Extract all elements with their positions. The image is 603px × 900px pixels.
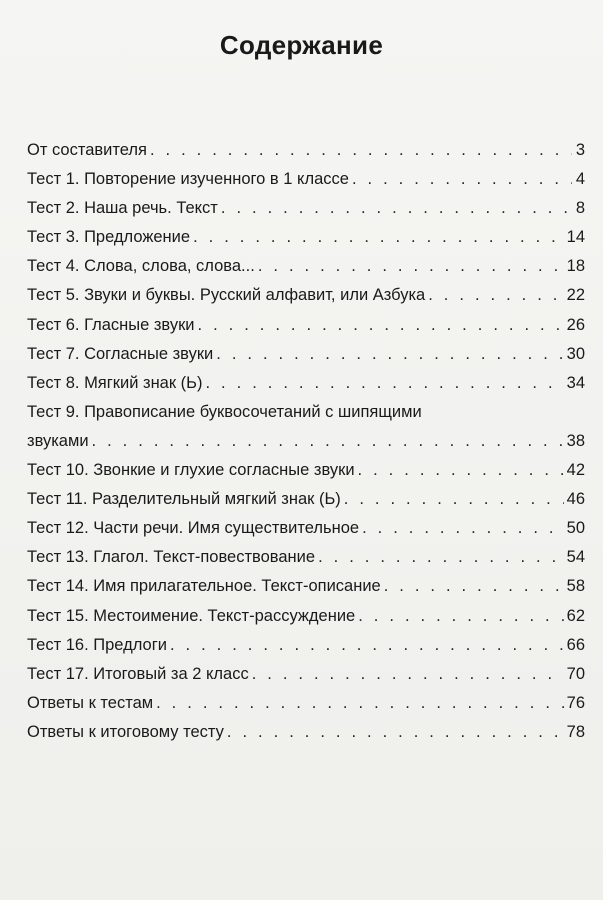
dot-leader [258, 252, 564, 281]
toc-entry-title: Тест 4. Слова, слова, слова... [27, 257, 255, 276]
toc-entry-page: 8 [575, 199, 585, 218]
toc-entry-title: Тест 1. Повторение изученного в 1 классе [27, 170, 349, 189]
toc-entry [27, 456, 585, 485]
toc-entry [27, 689, 585, 718]
toc-entry [27, 718, 585, 747]
dot-leader [344, 485, 564, 514]
toc-entry-page: 70 [566, 664, 585, 683]
toc-entry-title: Тест 5. Звуки и буквы. Русский алфавит, или Азбука [27, 286, 426, 305]
toc-entry [27, 543, 585, 572]
dot-leader [362, 514, 564, 543]
toc-entry-title: Тест 7. Согласные звуки [27, 344, 214, 363]
toc-entry-title: Тест 15. Местоимение. Текст-рассуждение [27, 606, 356, 625]
toc-entry-title: Тест 13. Глагол. Текст-повествование [27, 548, 316, 567]
toc-entry [27, 369, 585, 398]
toc-entry-page: 38 [566, 431, 585, 450]
toc-entry-title-line2: звуками [27, 431, 89, 450]
dot-leader [358, 456, 564, 485]
toc-entry-page: 62 [566, 606, 585, 625]
toc-entry-title: Тест 2. Наша речь. Текст [27, 199, 218, 218]
dot-leader [428, 281, 563, 310]
dot-leader [384, 572, 564, 601]
toc-entry-page: 4 [575, 170, 585, 189]
dot-leader [221, 194, 572, 223]
toc-entry-page: 50 [566, 519, 585, 538]
dot-leader [252, 660, 564, 689]
toc-entry-page: 58 [566, 577, 585, 596]
toc-entry-page: 22 [566, 286, 585, 305]
toc-entry-title: Тест 14. Имя прилагательное. Текст-описание [27, 577, 381, 596]
dot-leader [352, 165, 572, 194]
toc-entry-page: 3 [575, 141, 585, 159]
toc-entry [27, 252, 585, 281]
toc-entry-page: 14 [566, 228, 585, 247]
toc-entry-title: Тест 10. Звонкие и глухие согласные звуки [27, 461, 355, 480]
dot-leader [216, 340, 563, 369]
dot-leader [358, 602, 563, 631]
toc-entry-title: Тест 6. Гласные звуки [27, 315, 195, 334]
toc-entry [27, 602, 585, 631]
dot-leader [150, 136, 572, 165]
toc-entry-title: Ответы к тестам [27, 693, 154, 712]
dot-leader [198, 311, 564, 340]
toc-entry [27, 572, 585, 601]
table-of-contents [27, 136, 585, 747]
toc-entry [27, 194, 585, 223]
toc-entry-page: 76 [566, 693, 585, 712]
toc-entry-title: Тест 11. Разделительный мягкий знак (Ь) [27, 490, 341, 509]
toc-entry [27, 340, 585, 369]
toc-entry [27, 514, 585, 543]
toc-entry-title-line1: Тест 9. Правописание буквосочетаний с шипящими [27, 402, 422, 421]
toc-entry [27, 485, 585, 514]
dot-leader [193, 223, 564, 252]
toc-entry [27, 398, 585, 456]
toc-entry [27, 311, 585, 340]
toc-entry [27, 165, 585, 194]
dot-leader [156, 689, 564, 718]
toc-entry-title: Тест 3. Предложение [27, 228, 191, 247]
page-title: Содержание [219, 30, 384, 60]
toc-entry-page: 42 [566, 461, 585, 480]
dot-leader [227, 718, 564, 747]
toc-entry [27, 223, 585, 252]
toc-entry-page: 66 [566, 635, 585, 654]
toc-entry-title: Ответы к итоговому тесту [27, 722, 224, 741]
toc-entry-page: 78 [566, 722, 585, 741]
toc-entry-page: 34 [566, 373, 585, 392]
toc-entry-page: 54 [566, 548, 585, 567]
toc-entry-title: Тест 16. Предлоги [27, 635, 167, 654]
toc-entry-page: 26 [566, 315, 585, 334]
toc-entry [27, 660, 585, 689]
toc-entry-title: От составителя [27, 141, 147, 159]
toc-entry-page: 18 [566, 257, 585, 276]
dot-leader [92, 427, 564, 456]
toc-entry [27, 136, 585, 165]
dot-leader [205, 369, 563, 398]
toc-entry-title: Тест 17. Итоговый за 2 класс [27, 664, 249, 683]
dot-leader [170, 631, 564, 660]
toc-entry [27, 281, 585, 310]
dot-leader [318, 543, 564, 572]
toc-entry-title: Тест 12. Части речи. Имя существительное [27, 519, 360, 538]
toc-entry-page: 30 [566, 344, 585, 363]
toc-entry [27, 631, 585, 660]
toc-entry-title: Тест 8. Мягкий знак (Ь) [27, 373, 203, 392]
toc-entry-page: 46 [566, 490, 585, 509]
